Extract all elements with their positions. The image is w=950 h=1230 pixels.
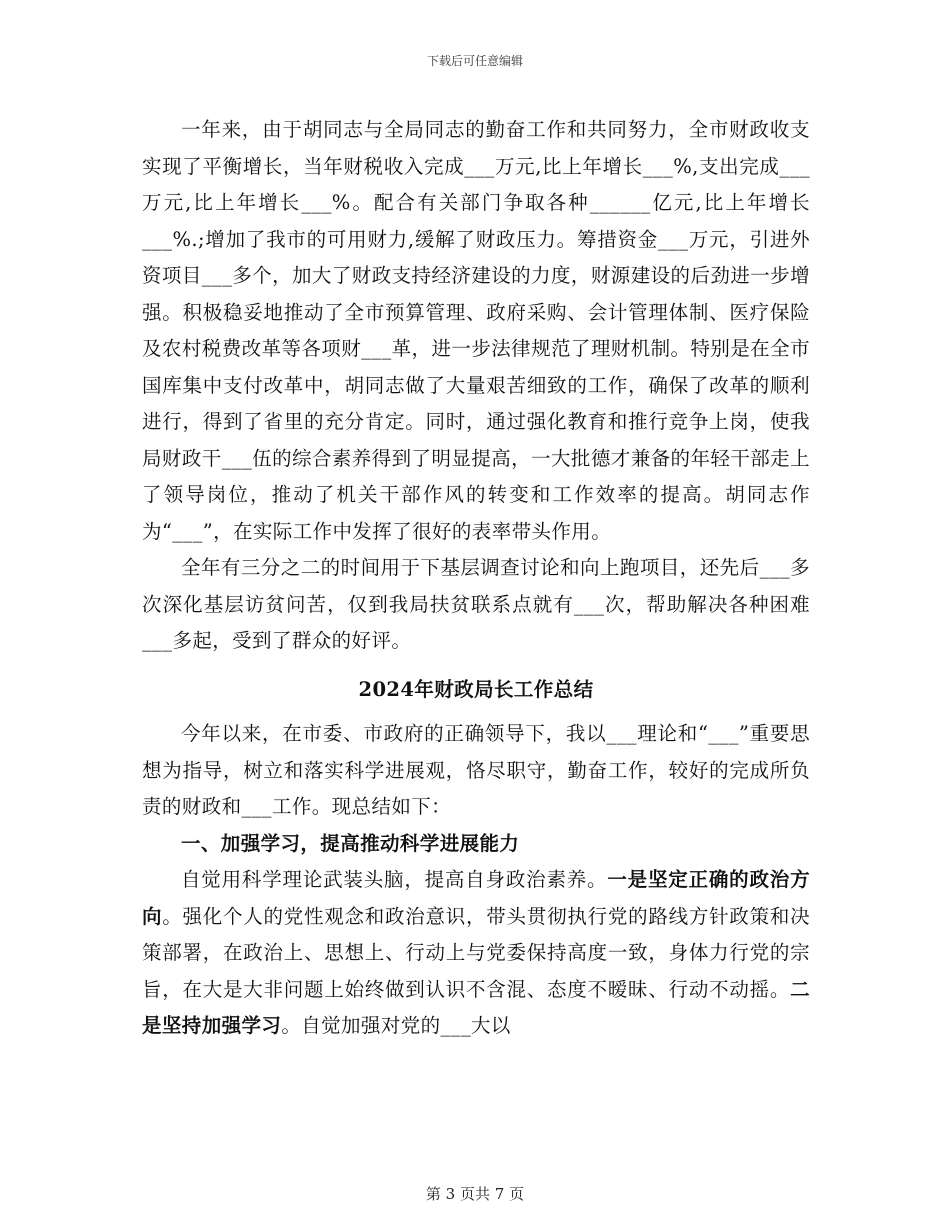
paragraph-annual-summary: 一年来，由于胡同志与全局同志的勤奋工作和共同努力，全市财政收支实现了平衡增长，当年财税收入完成___万元,比上年增长___%,支出完成___万元,比上年增长___%。配合有关部门争取各种______亿元,比上年增长___%.;增加了我市的可用财力,缓解了财政压力。筹措资金___万元，引进外资项目___多个，加大了财政支持经济建设的力度，财源建设的后劲进一步增强。积极稳妥地推动了全市预算管理、政府采购、会计管理体制、医疗保险及农村税费改革等各项财___革，进一步法律规范了理财机制。特别是在全市国库集中支付改革中，胡同志做了大量艰苦细致的工作，确保了改革的顺利进行，得到了省里的充分肯定。同时，通过强化教育和推行竞争上岗，使我局财政干___伍的综合素养得到了明显提高，一大批德才兼备的年轻干部走上了领导岗位，推动了机关干部作风的转变和工作效率的提高。胡同志作为“___”，在实际工作中发挥了很好的表率带头作用。 [142,118,810,543]
page-header-note: 下载后可任意编辑 [426,54,523,68]
emphasis-political-direction: 一是坚定正确的政治方向 [142,868,810,928]
paragraph-study-middle: 。强化个人的党性观念和政治意识，带头贯彻执行党的路线方针政策和决策部署，在政治上、思想上、行动上与党委保持高度一致，身体力行党的宗旨，在大是大非问题上始终做到认识不含混、态度不暧昧、行动不动摇。 [142,904,810,1001]
page-number: 第 3 页共 7 页 [425,1185,525,1203]
document-body [142,112,810,1045]
paragraph-study-tail: 。自觉加强对党的___大以 [281,1014,511,1037]
paragraph-intro: 今年以来，在市委、市政府的正确领导下，我以___理论和“___”重要思想为指导，树立和落实科学进展观，恪尽职守，勤奋工作，较好的完成所负责的财政和___工作。现总结如下： [142,722,810,818]
emphasis-strengthen-study: 二是坚持加强学习 [142,977,810,1037]
document-title: 2024年财政局长工作总结 [358,677,594,701]
paragraph-grassroots-visits: 全年有三分之二的时间用于下基层调查讨论和向上跑项目，还先后___多次深化基层访贫问苦，仅到我局扶贫联系点就有___次，帮助解决各种困难___多起，受到了群众的好评。 [142,556,810,652]
paragraph-study [142,862,810,1045]
paragraph-study-lead: 自觉用科学理论武装头脑，提高自身政治素养。 [181,868,608,891]
section-heading-1: 一、加强学习，提高推动科学进展能力 [181,831,520,855]
